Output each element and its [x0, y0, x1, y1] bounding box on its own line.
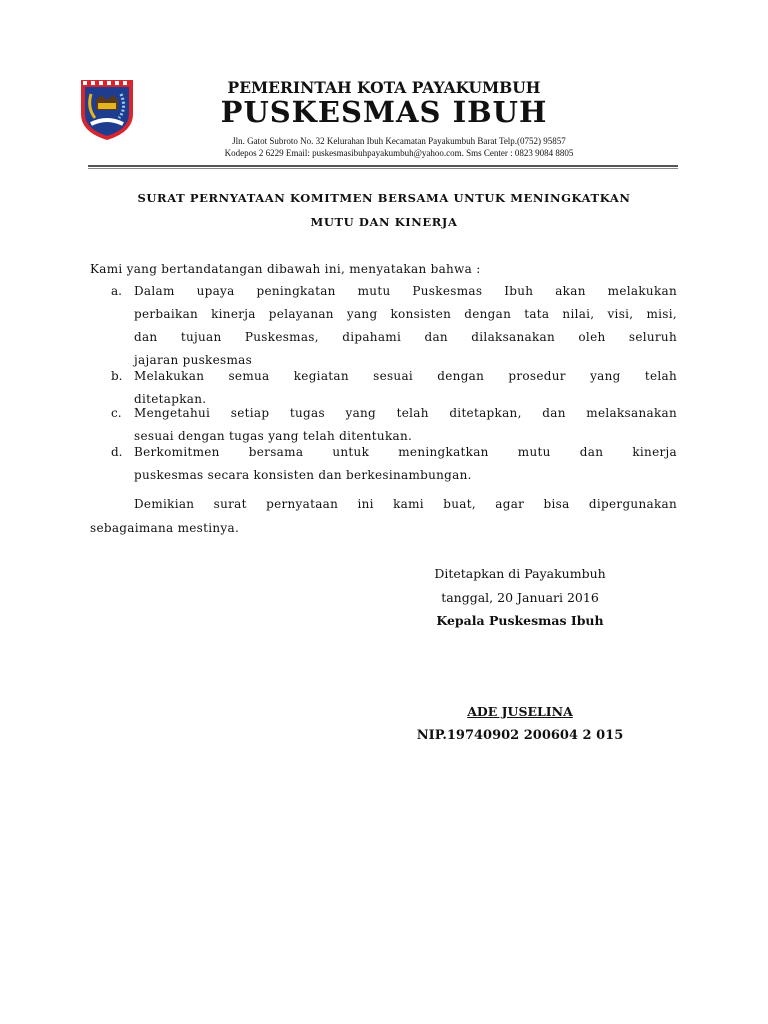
- list-marker: b.: [111, 369, 123, 383]
- list-marker: a.: [111, 284, 122, 298]
- list-item-line: dan tujuan Puskesmas, dipahami dan dilaksanakan oleh seluruh: [134, 330, 677, 344]
- email-link[interactable]: puskesmasibuhpayakumbuh@yahoo.com: [312, 148, 462, 158]
- header-divider-thin: [88, 168, 678, 169]
- closing-line1: Demikian surat pernyataan ini kami buat, agar bisa dipergunakan: [134, 497, 677, 511]
- letter-title-line1: SURAT PERNYATAAN KOMITMEN BERSAMA UNTUK MENINGKATKAN: [137, 191, 631, 205]
- list-item-line: perbaikan kinerja pelayanan yang konsisten dengan tata nilai, visi, misi,: [134, 307, 677, 321]
- list-item-line: Berkomitmen bersama untuk meningkatkan mutu dan kinerja: [134, 445, 677, 459]
- intro-text: Kami yang bertandatangan dibawah ini, menyatakan bahwa :: [90, 262, 481, 276]
- list-marker: c.: [111, 406, 122, 420]
- list-marker: d.: [111, 445, 123, 459]
- address-line: Jln. Gatot Subroto No. 32 Kelurahan Ibuh Kecamatan Payakumbuh Barat Telp.(0752) 95857: [232, 136, 566, 146]
- postal-code-label: Kodepos 2 6229 Email:: [224, 148, 313, 158]
- list-item-line: jajaran puskesmas: [134, 353, 253, 367]
- contact-line: [0, 148, 768, 158]
- government-name: PEMERINTAH KOTA PAYAKUMBUH: [227, 78, 541, 97]
- header-divider: [88, 165, 678, 167]
- list-item-line: Melakukan semua kegiatan sesuai dengan prosedur yang telah: [134, 369, 677, 383]
- closing-line2: sebagaimana mestinya.: [90, 521, 240, 535]
- institution-name: PUSKESMAS IBUH: [220, 95, 548, 129]
- sms-center: . Sms Center : 0823 9084 8805: [461, 148, 574, 158]
- signatory-name: ADE JUSELINA: [467, 704, 573, 719]
- signature-date: tanggal, 20 Januari 2016: [441, 590, 599, 605]
- list-item-line: Mengetahui setiap tugas yang telah ditetapkan, dan melaksanakan: [134, 406, 677, 420]
- signature-place: Ditetapkan di Payakumbuh: [434, 566, 606, 581]
- letter-title-line2: MUTU DAN KINERJA: [310, 215, 458, 229]
- list-item-line: Dalam upaya peningkatan mutu Puskesmas Ibuh akan melakukan: [134, 284, 677, 298]
- list-item-line: puskesmas secara konsisten dan berkesinambungan.: [134, 468, 472, 482]
- signatory-nip: NIP.19740902 200604 2 015: [416, 728, 624, 743]
- list-item-line: ditetapkan.: [134, 392, 207, 406]
- list-item-line: sesuai dengan tugas yang telah ditentukan.: [134, 429, 413, 443]
- signature-position: Kepala Puskesmas Ibuh: [436, 613, 604, 628]
